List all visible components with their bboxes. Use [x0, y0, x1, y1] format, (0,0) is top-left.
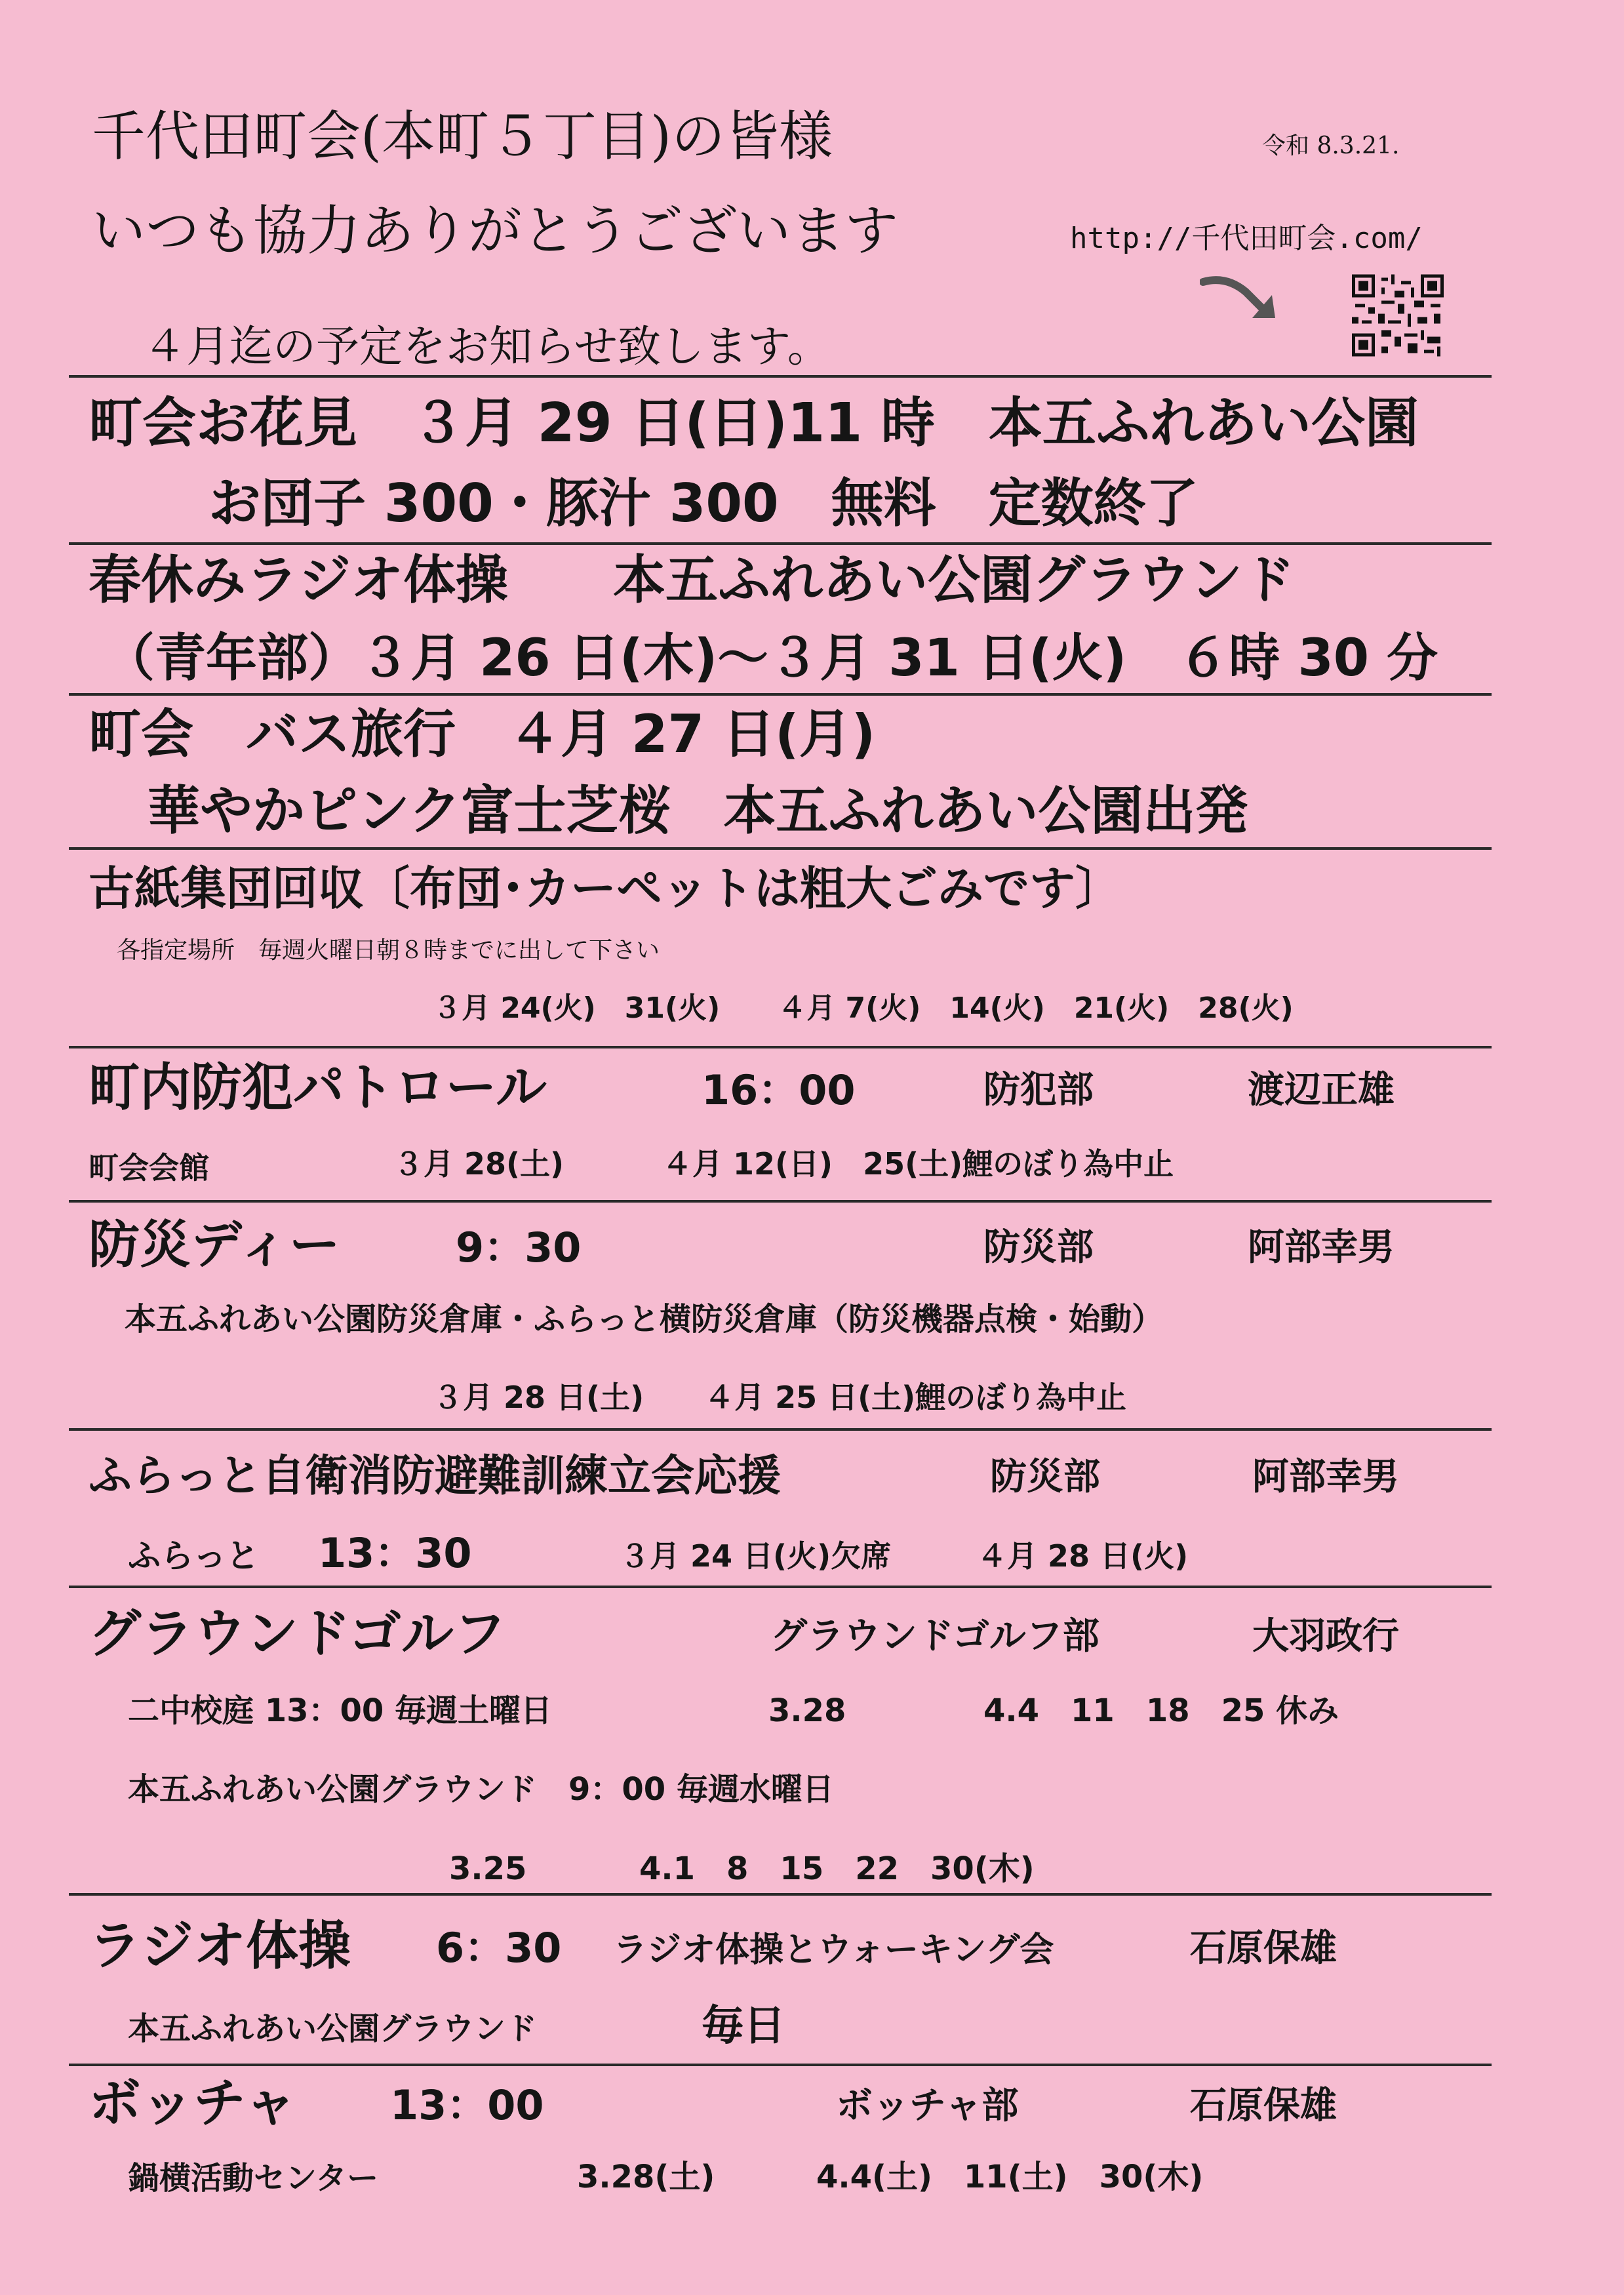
ground-golf-row2-date2: 4.1 8 15 22 30(木) — [639, 1850, 1035, 1887]
divider — [69, 1046, 1492, 1048]
boccia-place: 鍋横活動センター — [128, 2160, 379, 2197]
patrol-date1: ３月 28(土) — [393, 1146, 564, 1182]
paper-collection-note: 各指定場所 毎週火曜日朝８時までに出して下さい — [117, 937, 660, 964]
divider — [69, 1893, 1492, 1896]
radio-daily-time: 6：30 — [436, 1924, 562, 1972]
boccia-title: ボッチャ — [89, 2073, 297, 2134]
divider — [69, 693, 1492, 696]
patrol-time: 16：00 — [702, 1066, 856, 1114]
ground-golf-row1-place: 二中校庭 13：00 毎週土曜日 — [128, 1692, 553, 1729]
boccia-date2: 4.4(土) 11(土) 30(木) — [816, 2159, 1204, 2195]
paper-collection-dates: ３月 24(火) 31(火) ４月 7(火) 14(火) 21(火) 28(火) — [433, 991, 1294, 1025]
boccia-dept: ボッチャ部 — [836, 2085, 1019, 2127]
ground-golf-person: 大羽政行 — [1252, 1615, 1399, 1658]
drill-dept: 防災部 — [990, 1456, 1100, 1498]
radio-daily-place: 本五ふれあい公園グラウンド — [128, 2010, 538, 2047]
bousai-day-time: 9：30 — [456, 1224, 582, 1271]
ground-golf-title: グラウンドゴルフ — [89, 1603, 506, 1664]
bousai-day-dates: ３月 28 日(土) ４月 25 日(土)鯉のぼり為中止 — [433, 1380, 1127, 1415]
drill-time: 13：30 — [318, 1529, 472, 1577]
ground-golf-row1-date1: 3.28 — [768, 1692, 846, 1729]
page-title: 千代田町会(本町５丁目)の皆様 — [92, 106, 833, 168]
bousai-day-title: 防災ディー — [89, 1216, 340, 1275]
boccia-time: 13：00 — [390, 2081, 544, 2129]
ground-golf-row2-place: 本五ふれあい公園グラウンド 9：00 毎週水曜日 — [128, 1771, 834, 1808]
bus-trip-line1: 町会 バス旅行 ４月 27 日(月) — [89, 704, 876, 765]
drill-date1: ３月 24 日(火)欠席 — [620, 1538, 892, 1574]
divider — [69, 847, 1492, 850]
bus-trip-line2: 華やかピンク富士芝桜 本五ふれあい公園出発 — [148, 780, 1248, 841]
radio-daily-dept: ラジオ体操とウォーキング会 — [613, 1930, 1054, 1970]
hanami-line2: お団子 300・豚汁 300 無料 定数終了 — [208, 473, 1198, 534]
drill-person: 阿部幸男 — [1252, 1456, 1399, 1498]
qr-code-icon[interactable] — [1352, 274, 1444, 357]
drill-place: ふらっと — [128, 1537, 259, 1575]
radio-daily-frequency: 毎日 — [702, 2002, 785, 2050]
website-url[interactable]: http://千代田町会.com/ — [1070, 222, 1423, 255]
radio-daily-title: ラジオ体操 — [89, 1915, 351, 1976]
divider — [69, 375, 1492, 378]
radio-spring-line2: （青年部）３月 26 日(木)～３月 31 日(火) ６時 30 分 — [104, 629, 1438, 688]
greeting: いつも協力ありがとうございます — [92, 200, 899, 262]
bousai-day-place: 本五ふれあい公園防災倉庫・ふらっと横防災倉庫（防災機器点検・始動） — [125, 1301, 1164, 1338]
patrol-person: 渡辺正雄 — [1248, 1069, 1395, 1111]
divider — [69, 1428, 1492, 1431]
issue-date: 令和 8.3.21. — [1262, 132, 1400, 159]
patrol-dept: 防犯部 — [983, 1069, 1094, 1111]
bousai-day-dept: 防災部 — [983, 1226, 1094, 1269]
patrol-date2: ４月 12(日) 25(土)鯉のぼり為中止 — [662, 1146, 1174, 1182]
divider — [69, 1200, 1492, 1203]
patrol-place: 町会会館 — [89, 1150, 209, 1186]
ground-golf-dept: グラウンドゴルフ部 — [770, 1615, 1099, 1658]
intro-text: ４月迄の予定をお知らせ致します。 — [143, 321, 831, 372]
divider — [69, 1586, 1492, 1588]
drill-date2: ４月 28 日(火) — [977, 1538, 1189, 1574]
radio-daily-person: 石原保雄 — [1190, 1927, 1337, 1970]
boccia-date1: 3.28(土) — [577, 2159, 715, 2195]
hanami-line1: 町会お花見 ３月 29 日(日)11 時 本五ふれあい公園 — [89, 392, 1419, 454]
boccia-person: 石原保雄 — [1190, 2085, 1337, 2127]
divider — [69, 2064, 1492, 2066]
ground-golf-row2-date1: 3.25 — [449, 1850, 527, 1887]
drill-title: ふらっと自衛消防避難訓練立会応援 — [89, 1450, 781, 1501]
patrol-title: 町内防犯パトロール — [89, 1058, 547, 1117]
divider — [69, 542, 1492, 545]
paper-collection-title: 古紙集団回収〔布団･カーペットは粗大ごみです〕 — [89, 862, 1121, 915]
arrow-icon — [1200, 269, 1285, 328]
bousai-day-person: 阿部幸男 — [1248, 1226, 1395, 1269]
ground-golf-row1-date2: 4.4 11 18 25 休み — [983, 1692, 1339, 1729]
radio-spring-line1: 春休みラジオ体操 本五ふれあい公園グラウンド — [89, 549, 1295, 610]
